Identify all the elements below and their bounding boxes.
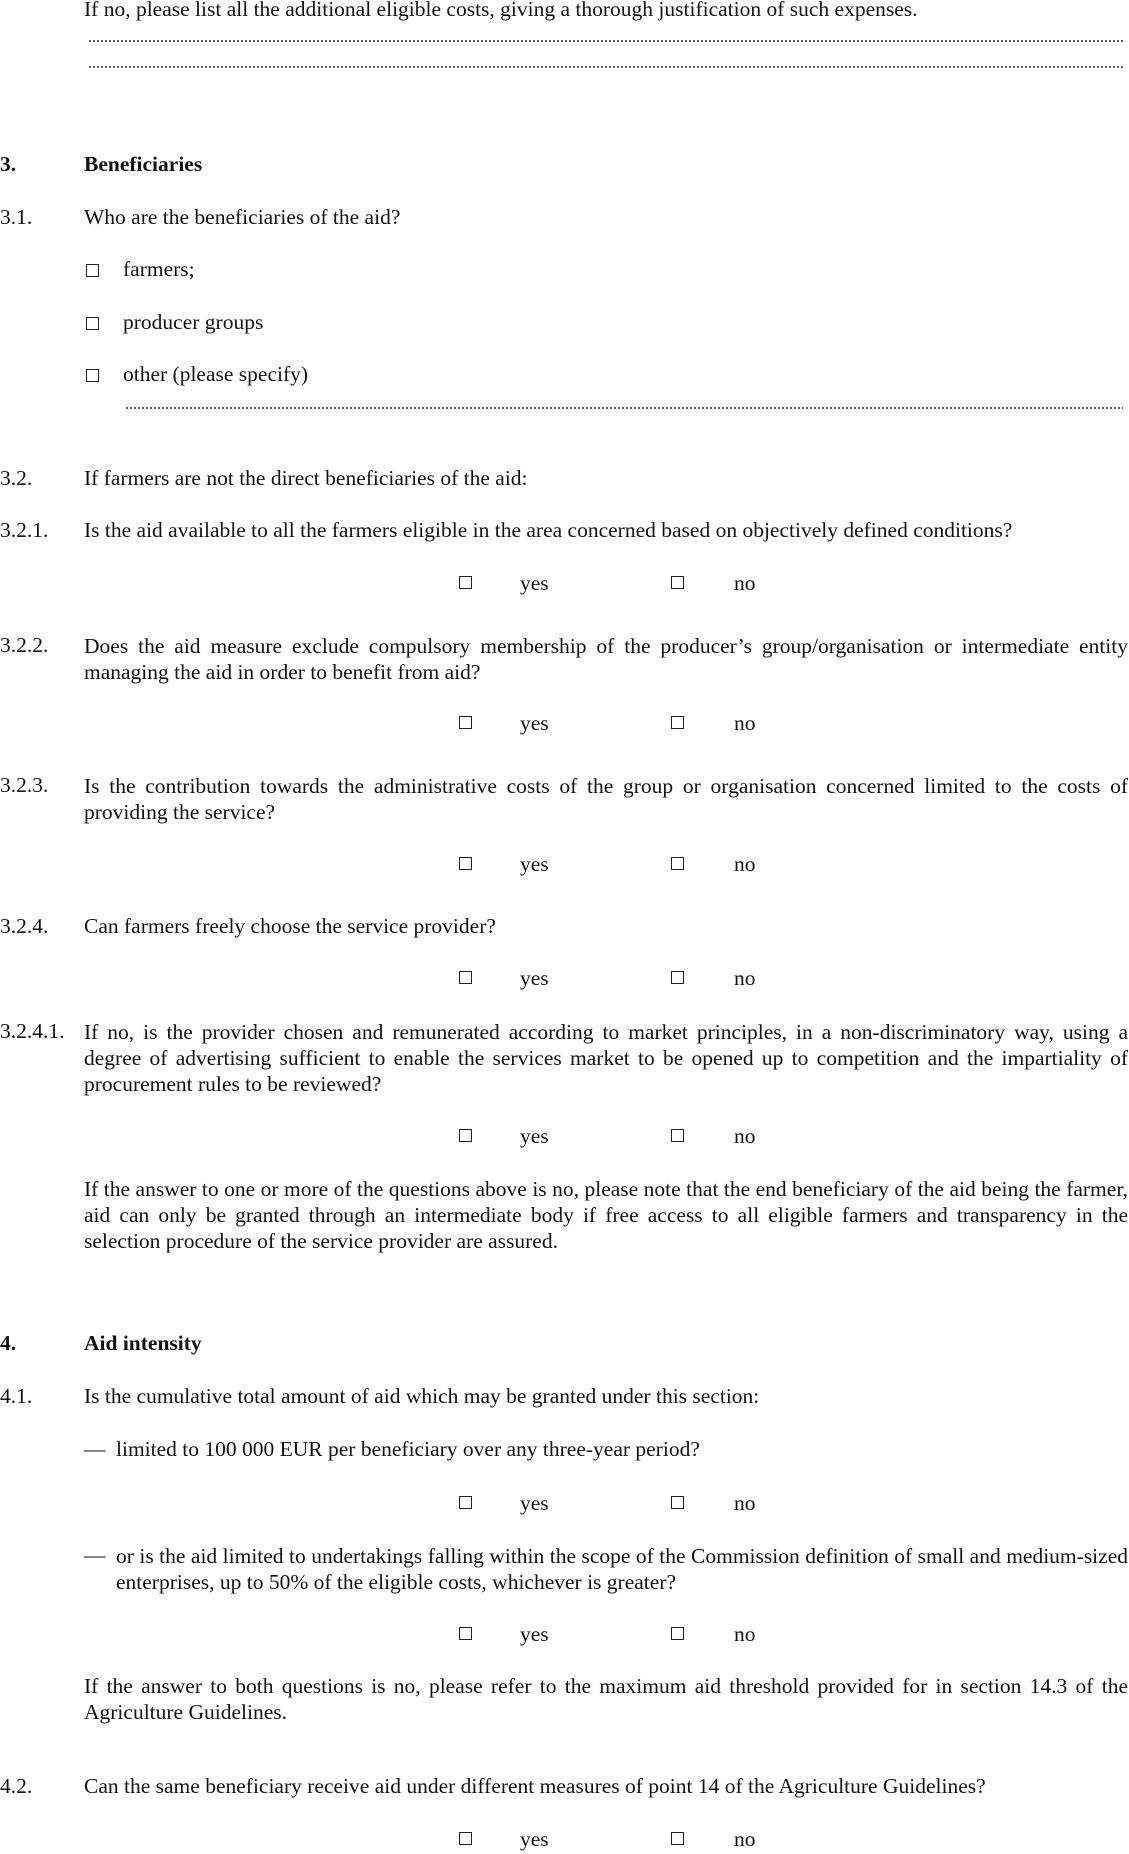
checkbox-yes[interactable] xyxy=(459,857,472,870)
section-number: 3. xyxy=(0,152,17,176)
no-label: no xyxy=(734,711,756,735)
list-item-text: or is the aid limited to undertakings falling within the scope of the Commission definition of small and medium-sized enterprises, up to 50% of the eligible costs, whichever is greater? xyxy=(116,1544,1128,1594)
yes-label: yes xyxy=(520,711,549,735)
question-number: 3.1. xyxy=(0,205,33,229)
option-label: farmers; xyxy=(123,257,195,281)
dash-bullet: — xyxy=(84,1543,106,1567)
section-note: If the answer to one or more of the questions above is no, please note that the end beneficiary of the aid being the farmer, aid can only be granted through an intermediate body if free access to all eligible farmers and transparency in the selection procedure of the service provider are assured. xyxy=(84,1177,1128,1253)
checkbox-yes[interactable] xyxy=(459,1627,472,1640)
dotted-answer-line[interactable] xyxy=(88,40,1123,42)
no-label: no xyxy=(734,1827,756,1851)
list-item-text: limited to 100 000 EUR per beneficiary over any three-year period? xyxy=(116,1437,700,1461)
question-number: 3.2. xyxy=(0,466,33,490)
checkbox-no[interactable] xyxy=(671,1627,684,1640)
checkbox-yes[interactable] xyxy=(459,1832,472,1845)
question-number: 3.2.3. xyxy=(0,773,49,797)
no-label: no xyxy=(734,966,756,990)
question-text: Can the same beneficiary receive aid under different measures of point 14 of the Agriculture Guidelines? xyxy=(84,1774,986,1798)
no-label: no xyxy=(734,571,756,595)
option-label: producer groups xyxy=(123,310,264,334)
yes-label: yes xyxy=(520,1622,549,1646)
no-label: no xyxy=(734,1124,756,1148)
section-title: Beneficiaries xyxy=(84,152,203,176)
question-text: Is the contribution towards the administrative costs of the group or organisation concerned limited to the costs of providing the service? xyxy=(84,774,1128,824)
checkbox-yes[interactable] xyxy=(459,971,472,984)
checkbox-yes[interactable] xyxy=(459,1496,472,1509)
checkbox-no[interactable] xyxy=(671,1832,684,1845)
yes-label: yes xyxy=(520,852,549,876)
checkbox-no[interactable] xyxy=(671,971,684,984)
option-label: other (please specify) xyxy=(123,362,309,386)
yes-label: yes xyxy=(520,966,549,990)
checkbox-no[interactable] xyxy=(671,857,684,870)
dotted-answer-line[interactable] xyxy=(125,407,1123,409)
yes-label: yes xyxy=(520,1827,549,1851)
question-text: Can farmers freely choose the service provider? xyxy=(84,914,496,938)
yes-label: yes xyxy=(520,1124,549,1148)
question-text: Is the cumulative total amount of aid which may be granted under this section: xyxy=(84,1384,760,1408)
question-text: If farmers are not the direct beneficiaries of the aid: xyxy=(84,466,528,490)
question-text: If no, is the provider chosen and remunerated according to market principles, in a non-discriminatory way, using a degree of advertising sufficient to enable the services market to be opened up to competition and the impartiality of procurement rules to be reviewed? xyxy=(84,1020,1128,1096)
dash-bullet: — xyxy=(84,1437,106,1461)
question-number: 3.2.1. xyxy=(0,518,49,542)
no-label: no xyxy=(734,852,756,876)
question-text: Does the aid measure exclude compulsory membership of the producer’s group/organisation or intermediate entity managing the aid in order to benefit from aid? xyxy=(84,634,1128,684)
no-label: no xyxy=(734,1622,756,1646)
checkbox-producer-groups[interactable] xyxy=(86,317,99,330)
checkbox-yes[interactable] xyxy=(459,1129,472,1142)
section-title: Aid intensity xyxy=(84,1331,202,1355)
question-text: Is the aid available to all the farmers eligible in the area concerned based on objectively defined conditions? xyxy=(84,518,1013,542)
question-number: 4.2. xyxy=(0,1774,33,1798)
question-number: 4.1. xyxy=(0,1384,33,1408)
checkbox-no[interactable] xyxy=(671,1496,684,1509)
no-label: no xyxy=(734,1491,756,1515)
intro-line: If no, please list all the additional eligible costs, giving a thorough justification of such expenses. xyxy=(84,0,918,21)
checkbox-yes[interactable] xyxy=(459,576,472,589)
question-number: 3.2.2. xyxy=(0,633,49,657)
question-number: 3.2.4. xyxy=(0,914,49,938)
checkbox-no[interactable] xyxy=(671,576,684,589)
yes-label: yes xyxy=(520,1491,549,1515)
checkbox-yes[interactable] xyxy=(459,716,472,729)
dotted-answer-line[interactable] xyxy=(88,66,1123,68)
section-note: If the answer to both questions is no, please refer to the maximum aid threshold provided for in section 14.3 of the Agriculture Guidelines. xyxy=(84,1674,1128,1724)
checkbox-no[interactable] xyxy=(671,716,684,729)
checkbox-no[interactable] xyxy=(671,1129,684,1142)
yes-label: yes xyxy=(520,571,549,595)
question-number: 3.2.4.1. xyxy=(0,1019,65,1043)
checkbox-farmers[interactable] xyxy=(86,264,99,277)
section-number: 4. xyxy=(0,1331,17,1355)
checkbox-other[interactable] xyxy=(86,369,99,382)
question-text: Who are the beneficiaries of the aid? xyxy=(84,205,401,229)
